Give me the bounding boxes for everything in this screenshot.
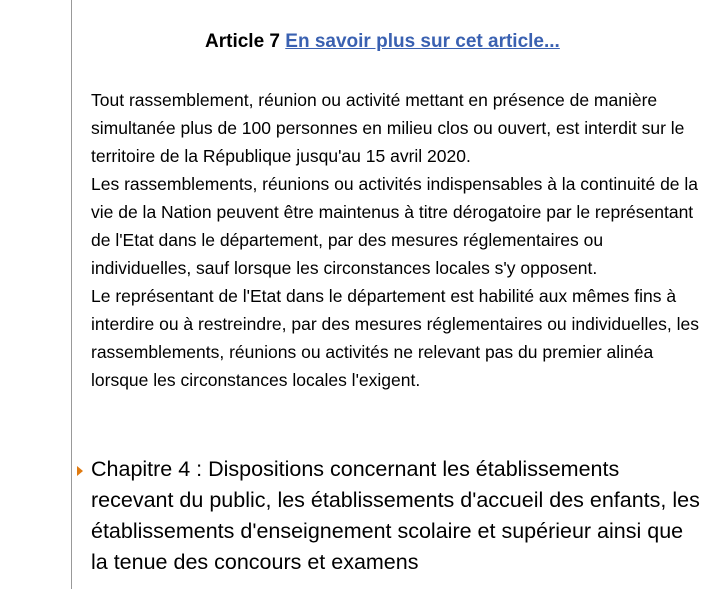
article-paragraph-2: Les rassemblements, réunions ou activités indispensables à la continuité de la vie de la Nation peuvent être maintenus à titre dérogatoire par le représentant de l'Etat dans le département, par des mesures réglementaires ou individuelles, sauf lorsque les circonstances locales s'y opposent. (91, 174, 699, 278)
article-more-link[interactable]: En savoir plus sur cet article... (285, 31, 560, 52)
chapter-title[interactable]: Chapitre 4 : Dispositions concernant les établissements recevant du public, les établissements d'accueil des enfants, les établissements d'enseignement scolaire et supérieur ainsi que la tenue des concours et examens (91, 457, 700, 574)
article-body (91, 86, 701, 394)
article-heading (205, 31, 560, 53)
article-paragraph-1: Tout rassemblement, réunion ou activité mettant en présence de manière simultanée plus de 100 personnes en milieu clos ou ouvert, est interdit sur le territoire de la République jusqu'au 15 avril 2020. (91, 90, 685, 166)
caret-right-icon[interactable] (77, 466, 83, 476)
article-title: Article 7 (205, 31, 280, 52)
article-paragraph-3: Le représentant de l'Etat dans le département est habilité aux mêmes fins à interdire ou à restreindre, par des mesures réglementaires ou individuelles, les rassemblements, réunions ou activités ne relevant pas du premier alinéa lorsque les circonstances locales l'exigent. (91, 286, 699, 390)
